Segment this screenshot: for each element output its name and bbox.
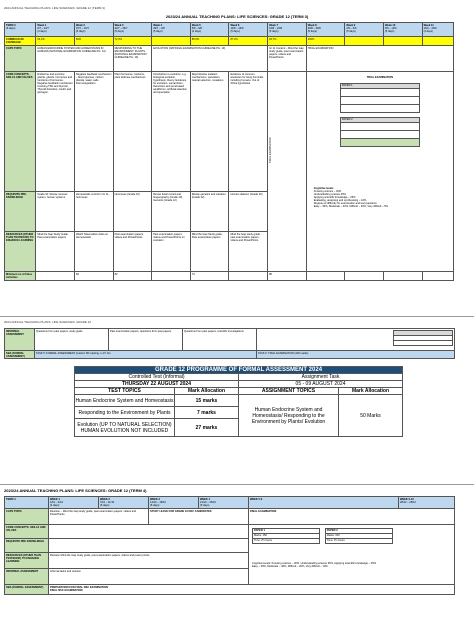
- term4-cognitive: Cognitive levels: Knowing science – 40%, Understanding science 25%, Applying scientific knowledge – 25% Easy – 30%, Moderate – 40%, Difficult – 20%, Very difficult – 10%: [252, 561, 376, 568]
- poa-col-mark-allocation: Mark Allocation: [175, 388, 239, 395]
- minutes-cell: 80: [268, 272, 307, 281]
- trial-info-title: TRIAL EXAMINATION: [366, 75, 393, 79]
- sba-cell: TASK 5: FORMAL ASSESSMENT (marks= 80 marking, 1-1½ hrs: [35, 351, 257, 359]
- term3-title: 2023/24 ANNUAL TEACHING PLANS: LIFE SCIENCES: GRADE 12 (TERM 3): [165, 14, 309, 19]
- core-cell: Endocrine and exocrine glands, glands, hormones and functions of hormones. Negative feedback mechanism involving TSH and thyroxin, Thyroid disorders, insulin and glucagon.: [36, 72, 75, 192]
- minutes-label: Minimum no of Class Activities: [5, 272, 36, 281]
- week-cell: Week 6 12/8 – 16/8 (5 days): [229, 23, 268, 37]
- poa-left-title: Controlled Test (Informal): [75, 374, 239, 381]
- caps-row: [5, 46, 454, 72]
- prereq-cell: Hormones (Grade 10): [113, 192, 152, 232]
- coverage-cell: 69%: [74, 37, 113, 46]
- prereq-cell: Revise fossil record and biogeography (Grade 10). Genetics (Grade 12): [152, 192, 191, 232]
- poa-right-title: Assignment Task: [239, 374, 403, 381]
- term4-paper2: PAPER 2 Marks: 150 Time: 2½ hours: [325, 528, 393, 544]
- coverage-cell: [345, 37, 384, 46]
- term4-title: 2023/24 ANNUAL TEACHING PLANS: LIFE SCIENCES: GRADE 12 (TERM 4): [4, 488, 147, 493]
- minutes-row: [5, 272, 454, 281]
- poa-topic: Human Endocrine System and Homeostasis: [75, 395, 175, 407]
- poa-topic: Evolution (UP TO NATURAL SELECTION) HUMAN EVOLUTION NOT INCLUDED: [75, 419, 175, 437]
- term-cell: TERM 3 (6 days): [5, 23, 36, 37]
- paper1-label: PAPER 1: [340, 83, 419, 88]
- term4-caps-cell: FINAL EXAMINATION: [249, 509, 455, 525]
- week-cell: Week 1 9/7 – 12/7 (4 days): [36, 23, 75, 37]
- core-cell: Evidence of common ancestors for living hominids, including humans. Out of Africa hypothesis: [229, 72, 268, 192]
- prereq-cell: Homeostatic control in Gr 11, hormones: [74, 192, 113, 232]
- term4-caps-label: CAPS TOPIC: [5, 509, 49, 525]
- coverage-cell: 87,2%: [229, 37, 268, 46]
- minutes-cell: [152, 272, 191, 281]
- page-separator-2: [0, 484, 474, 485]
- informal-mini-grid: [257, 329, 455, 351]
- term4-sba-cell: PREPARATION FOR FINAL NSC EXAMINATION FINAL NSC EXAMINATION: [49, 585, 455, 595]
- minutes-cell: [422, 272, 453, 281]
- resources-cell: Watch Teleomatics video on Homeostasis: [74, 232, 113, 272]
- poa-col-assignment-topics: ASSIGNMENT TOPICS: [239, 388, 339, 395]
- page-separator: [0, 316, 474, 317]
- trial-exam-cell: [268, 72, 307, 272]
- paper2-label: PAPER 2: [340, 117, 419, 122]
- coverage-cell: [422, 37, 453, 46]
- week-cell: Week 2 15/7 – 19/7 (5 days): [74, 23, 113, 37]
- informal-cell: Questions from past papers, scientific investigations: [183, 329, 257, 351]
- coverage-cell: 64,2%: [36, 37, 75, 46]
- term4-label: TERM 4: [5, 497, 49, 509]
- sba-cell-2: TASK 6: TRIAL EXAMINATION (300 marks): [257, 351, 455, 359]
- week-cell: Week 5 5/8 – 9/8 (4 days): [190, 23, 229, 37]
- poa-topic: Responding to the Environment by Plants: [75, 407, 175, 419]
- week-cell: Week 11 16/9 – 20/9 (4 days): [422, 23, 453, 37]
- minutes-cell: [306, 272, 345, 281]
- poa-assignment-marks: 50 Marks: [339, 395, 403, 437]
- page-header-small-2: 2024 ANNUAL TEACHING PLANS: LIFE SCIENCES: GRADE 12: [4, 320, 92, 324]
- term4-informal-label: INFORMAL ASSESSMENT: [5, 569, 49, 585]
- minutes-cell: [383, 272, 422, 281]
- core-row: [5, 72, 454, 192]
- prereq-cell: Grade 10: Revise nervous system, human systems: [36, 192, 75, 232]
- term4-caps-cell: STUDY LEAVE FOR GRADE 12 NSC CANDIDATES: [149, 509, 249, 525]
- trial-info-cell: [306, 72, 453, 272]
- poa-marks: 7 marks: [175, 407, 239, 419]
- informal-label: INFORMAL ASSESSMENT: [5, 329, 35, 351]
- informal-cell: Questions from past papers, study guide: [35, 329, 109, 351]
- term4-informal-cell: Informal tasks and revision: [49, 569, 249, 585]
- resources-cell: Past examination papers, videos and PowerPoints: [113, 232, 152, 272]
- paper1-mini-table: [340, 83, 420, 113]
- resources-cell: Mind the Gap Study Guide, Past examination papers: [36, 232, 75, 272]
- page-header-small: 2024 ANNUAL TEACHING PLANS: LIFE SCIENCES: GRADE 12 (TERM 3): [4, 6, 105, 10]
- core-cell: Negative feedback mechanism – blood glucose, carbon dioxide, water, salts thermoregulation: [74, 72, 113, 192]
- paper2-mini-table: [340, 117, 420, 147]
- term4-prereq-label: REQUISITE PRE-KNOWLEDGE: [5, 539, 49, 553]
- caps-cell: RESPONDING TO THE ENVIRONMENT: PLANTS (NATIONAL EXAMINATION GUIDELINE PG. 13): [113, 46, 152, 72]
- minutes-cell: 73: [190, 272, 229, 281]
- programme-of-assessment: [74, 366, 403, 437]
- coverage-cell: 72,3%: [113, 37, 152, 46]
- coverage-label: CURRICULUM COVERAGE: [5, 37, 36, 46]
- cognitive-levels: Cognitive levels Knowing science – 40% Understanding science 25% Applying scientific knowledge – 25% Evaluating, analysing and synthesising – 10% Degrees of difficulty for examination and test questions Easy – 30%, Moderate – 40%, Difficult – 20%, Very difficult – 5%: [313, 186, 388, 208]
- coverage-row: [5, 37, 454, 46]
- week-cell: WEEK 2 7/10 – 11/10 (5 days): [99, 497, 149, 509]
- resources-label: RESOURCES (OTHER THAN TEXTBOOK) TO ENHANCE LEARNING: [5, 232, 36, 272]
- poa-right-date: 05 - 09 AUGUST 2024: [239, 381, 403, 388]
- caps-cell: HUMAN ENDOCRINE SYSTEM AND HOMEOSTASIS IN HUMANS (NATIONAL EXAMINATION GUIDELINE PG. 13): [36, 46, 113, 72]
- term4-resources-label: RESOURCES (OTHER THAN TEXTBOOK) TO ENHANCE LEARNING: [5, 553, 49, 569]
- informal-cell: Past examination papers, questions from past papers: [109, 329, 183, 351]
- assessment-table: [4, 328, 455, 359]
- prereq-cell: Revise genetics and variation (Grade 12): [190, 192, 229, 232]
- poa-assignment-topic: Human Endocrine System and Homeostasis/ Responding to the Environment by Plants/ Evolution: [239, 395, 339, 437]
- week-cell: Week 7 19/8 – 23/8 (5 days): [268, 23, 307, 37]
- prereq-label: REQUISITE PRE-KNOWLEDGE: [5, 192, 36, 232]
- week-cell: Week 10 9/9 – 13/9 (5 days): [383, 23, 422, 37]
- minutes-cell: 82: [113, 272, 152, 281]
- term4-paper1: PAPER 1 Marks: 150 Time: 2½ hours: [252, 528, 320, 544]
- week-cell: Week 8 26/8 – 30/8 (5 days): [306, 23, 345, 37]
- week-cell: WEEK 1 1/10 – 4/10 (4 days): [49, 497, 99, 509]
- minutes-cell: [229, 272, 268, 281]
- poa-marks: 15 marks: [175, 395, 239, 407]
- caps-cell: Gr 11 Content – Mind the Gap study guide, past examination papers, videos and PowerPoints: [268, 46, 307, 72]
- caps-cell: EVOLUTION (NATIONAL EXAMINATION GUIDELINE PG. 13): [152, 46, 268, 72]
- caps-label: CAPS TOPIC: [5, 46, 36, 72]
- caps-cell: TRIAL EXAMINATION: [306, 46, 453, 72]
- prereq-cell: Human skeleton (Grade 10): [229, 192, 268, 232]
- coverage-cell: [383, 37, 422, 46]
- week-cell: Week 3 22/7 – 26/7 (5 days): [113, 23, 152, 37]
- week-cell: WEEK 4 21/10 – 25/10 (5 days): [199, 497, 249, 509]
- minutes-cell: [36, 272, 75, 281]
- sba-label: SBA (FORMAL ASSESSMENT): [5, 351, 35, 359]
- coverage-cell: 93,7%: [268, 37, 307, 46]
- coverage-cell: [152, 37, 191, 46]
- coverage-cell: 80,5%: [190, 37, 229, 46]
- week-cell: Week 9 2/9 – 6/9 (5 days): [345, 23, 384, 37]
- coverage-cell: 100%: [306, 37, 345, 46]
- resources-cell: Mind the Gap study guide, past examination papers, videos and PowerPoints: [229, 232, 268, 272]
- core-cell: Introduction to evolution, e.g. biological evolution, hypothesis, theory. Evidence for evolution. Lamarckism, Darwinism and punctuated equilibrium, artificial selection and speciation: [152, 72, 191, 192]
- term4-caps-cell: Revision – Mind the Gap study guide, past examination papers, videos and PowerPoints: [49, 509, 149, 525]
- week-cell: Week 4 29/7 – 2/8 (5 days): [152, 23, 191, 37]
- core-cell: Reproductive isolation mechanisms, speciation, natural selection, mutations: [190, 72, 229, 192]
- poa-heading: GRADE 12 PROGRAMME OF FORMAL ASSESSMENT 2024: [75, 367, 403, 374]
- resources-cell: Past examination papers, videos and PowerPoints on evolution: [152, 232, 191, 272]
- poa-col-test-topics: TEST TOPICS: [75, 388, 175, 395]
- poa-col-mark-allocation-2: Mark Allocation: [339, 388, 403, 395]
- term4-core-label: CORE CONCEPTS, SKILLS AND VALUES: [5, 525, 49, 539]
- core-cell: Plant hormones, tropisms, plant defense mechanisms: [113, 72, 152, 192]
- weeks-row: [5, 23, 454, 37]
- resources-cell: Mind the Gap Study guide, Past examination papers: [190, 232, 229, 272]
- minutes-cell: 84: [74, 272, 113, 281]
- week-cell: WEEK 9-10 28/12 – 28/12: [399, 497, 455, 509]
- trial-exam-vertical: TRIAL EXAMINATION: [269, 136, 273, 163]
- term3-plan-table: [4, 22, 454, 281]
- term4-sba-label: SBA (FORMAL ASSESSMENT): [5, 585, 49, 595]
- minutes-cell: [345, 272, 384, 281]
- week-cell: WEEK 3 14/10 – 18/10 (5 days): [149, 497, 199, 509]
- core-label: CORE CONCEPTS, SKILLS AND VALUES: [5, 72, 36, 192]
- term4-resources-cell: Revision Mind the Gap study guide, past examination papers, videos and power points.: [49, 553, 249, 569]
- term4-plan-table: [4, 496, 455, 595]
- week-cell: WEEK 5-9: [249, 497, 399, 509]
- poa-left-date: THURSDAY 22 AUGUST 2024: [75, 381, 239, 388]
- poa-marks: 27 marks: [175, 419, 239, 437]
- term4-final-exam-info: [249, 525, 455, 585]
